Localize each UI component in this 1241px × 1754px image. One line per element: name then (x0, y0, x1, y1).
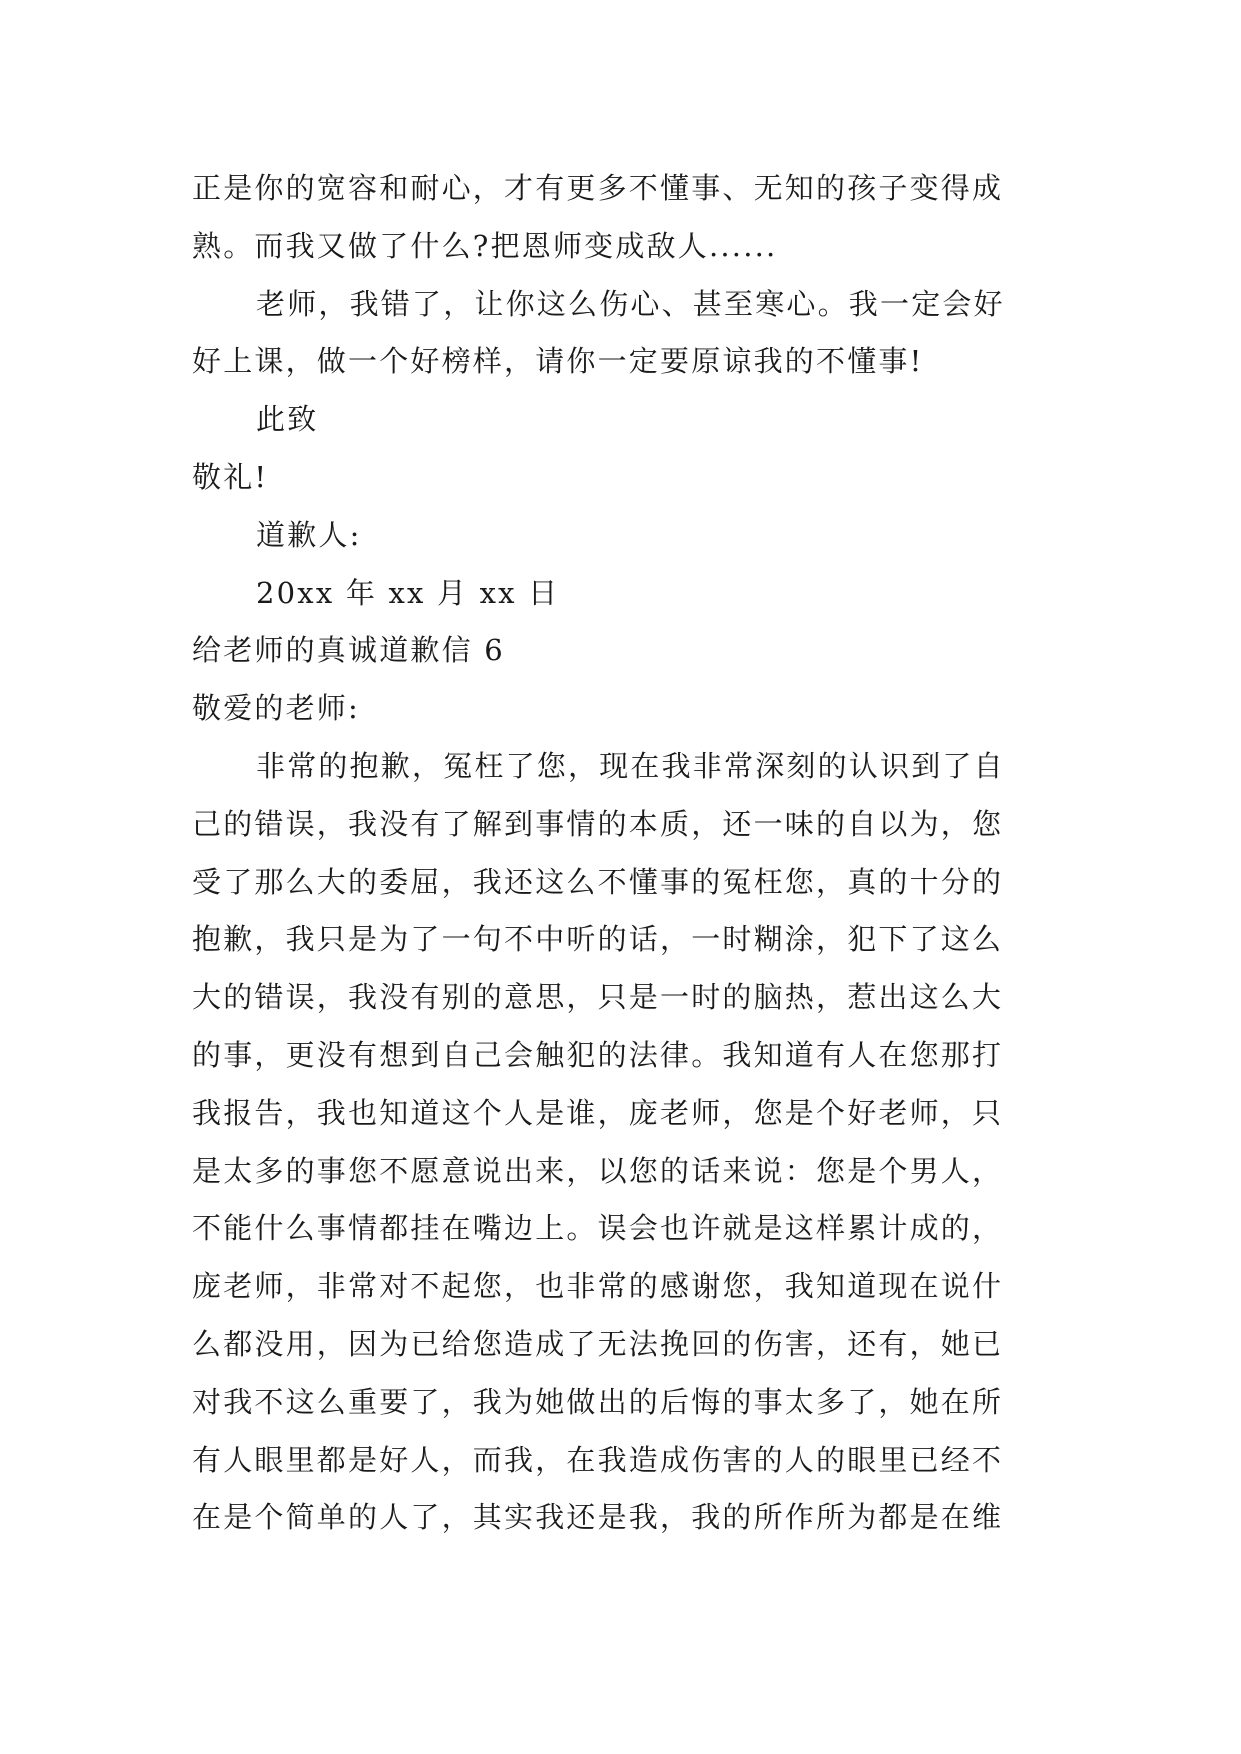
text-line: 的事，更没有想到自己会触犯的法律。我知道有人在您那打 (192, 1037, 1004, 1072)
date-line: 20xx 年 xx 月 xx 日 (256, 575, 560, 610)
signature-label: 道歉人: (256, 517, 362, 552)
text-line: 正是你的宽容和耐心，才有更多不懂事、无知的孩子变得成 (192, 171, 1004, 205)
letter-body (192, 160, 1052, 1547)
text-line: 庞老师，非常对不起您，也非常的感谢您，我知道现在说什 (192, 1269, 1004, 1304)
text-line: 受了那么大的委屈，我还这么不懂事的冤枉您，真的十分的 (192, 864, 1004, 899)
text-line: 不能什么事情都挂在嘴边上。误会也许就是这样累计成的， (192, 1211, 1004, 1246)
section-title: 给老师的真诚道歉信 6 (192, 633, 505, 668)
text-line: 己的错误，我没有了解到事情的本质，还一味的自以为，您 (192, 806, 1004, 841)
text-line: 非常的抱歉，冤枉了您，现在我非常深刻的认识到了自 (256, 748, 1005, 783)
text-line: 抱歉，我只是为了一句不中听的话，一时糊涂，犯下了这么 (192, 922, 1004, 957)
text-line: 有人眼里都是好人，而我，在我造成伤害的人的眼里已经不 (192, 1442, 1004, 1477)
text-line: 在是个简单的人了，其实我还是我，我的所作所为都是在维 (192, 1500, 1004, 1535)
text-line: 老师，我错了，让你这么伤心、甚至寒心。我一定会好 (256, 286, 1005, 321)
greeting: 敬爱的老师: (192, 691, 360, 726)
text-line: 好上课，做一个好榜样，请你一定要原谅我的不懂事! (192, 344, 924, 379)
closing-phrase: 此致 (256, 402, 319, 437)
salutation-closing: 敬礼! (192, 459, 269, 494)
text-line: 大的错误，我没有别的意思，只是一时的脑热，惹出这么大 (192, 980, 1004, 1015)
text-line: 么都没用，因为已给您造成了无法挽回的伤害，还有，她已 (192, 1326, 1004, 1361)
text-line: 对我不这么重要了，我为她做出的后悔的事太多了，她在所 (192, 1384, 1004, 1419)
text-line: 熟。而我又做了什么?把恩师变成敌人...... (192, 228, 778, 263)
text-line: 是太多的事您不愿意说出来，以您的话来说：您是个男人， (192, 1153, 1004, 1188)
text-line: 我报告，我也知道这个人是谁，庞老师，您是个好老师，只 (192, 1095, 1004, 1130)
